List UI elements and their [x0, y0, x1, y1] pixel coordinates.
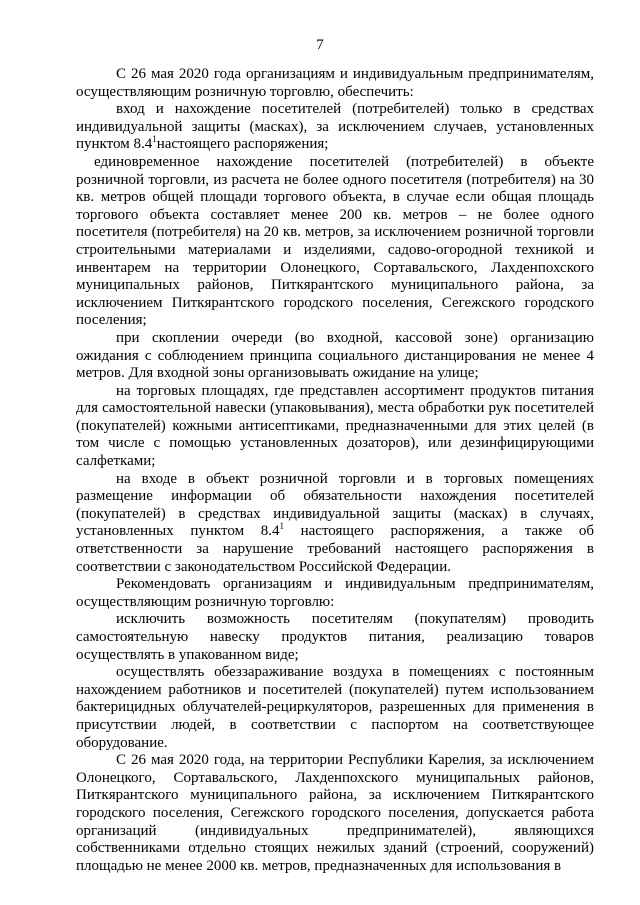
- footnote-superscript: 1: [279, 521, 284, 532]
- paragraph-air: осуществлять обеззараживание воздуха в помещениях с постоянным нахождением работников и посетителей (покупателей) путем использованием бактерицидных облучателей-рециркуляторов, разрешенных для применения в присутствии людей, в соответствии с паспортом на соответствующее оборудование.: [76, 664, 594, 751]
- document-body: [76, 66, 594, 875]
- paragraph-queue: при скоплении очереди (во входной, кассовой зоне) организацию ожидания с соблюдением принципа социального дистанцирования не менее 4 метров. Для входной зоны организовывать ожидание на улице;: [76, 329, 594, 382]
- paragraph-visitor-limit: единовременное нахождение посетителей (потребителей) в объекте розничной торговли, из расчета не более одного посетителя (потребителя) на 30 кв. метров общей площади торгового объекта, в случае если общая площадь торгового объекта составляет менее 200 кв. метров – не более одного посетителя (потребителя) на 20 кв. метров, за исключением розничной торговли строительными материалами и изделиями, садово-огородной техникой и инвентарем на территории Олонецкого, Сортавальского, Лахденпохского муниципальных районов, Питкярантского муниципального района, за исключением Питкярантского городского поселения, Сегежского городского поселения;: [76, 153, 594, 329]
- paragraph-buildings: С 26 мая 2020 года, на территории Республики Карелия, за исключением Олонецкого, Сортавальского, Лахденпохского муниципальных районов, Питкярантского муниципального района, за исключением Питкярантского городского поселения, Сегежского городского поселения, допускается работа организаций (индивидуальных предпринимателей), являющихся собственниками отдельно стоящих нежилых зданий (строений, сооружений) площадью не менее 2000 кв. метров, предназначенных для использования в: [76, 752, 594, 874]
- paragraph-information: на входе в объект розничной торговли и в торговых помещениях размещение информации об обязательности нахождения посетителей (покупателей) в средствах индивидуальной защиты (масках) в случаях, установленных пунктом $8.4^1$ настоящего распоряжения, а также об ответственности за нарушение требований настоящего распоряжения в соответствии с законодательством Российской Федерации.: [76, 470, 594, 575]
- paragraph-recommend: Рекомендовать организациям и индивидуальным предпринимателям, осуществляющим розничную торговлю:: [76, 576, 594, 610]
- paragraph-antiseptics: на торговых площадях, где представлен ассортимент продуктов питания для самостоятельной навески (упаковывания), места обработки рук посетителей (покупателей) кожными антисептиками, предназначенными для этих целей (в том числе с помощью установленных дозаторов), или дезинфицирующими салфетками;: [76, 382, 594, 470]
- page-number: 7: [316, 37, 324, 53]
- footnote-superscript: 1: [152, 134, 157, 145]
- paragraph-masks: вход и нахождение посетителей (потребителей) только в средствах индивидуальной защиты (масках), за исключением случаев, установленных пунктом $8.4^1настоящего$ распоряжения;: [76, 101, 594, 153]
- paragraph-packaging: исключить возможность посетителям (покупателям) проводить самостоятельную навеску продуктов питания, реализацию товаров осуществлять в упакованном виде;: [76, 611, 594, 663]
- paragraph-intro: С 26 мая 2020 года организациям и индивидуальным предпринимателям, осуществляющим розничную торговлю, обеспечить:: [76, 66, 594, 100]
